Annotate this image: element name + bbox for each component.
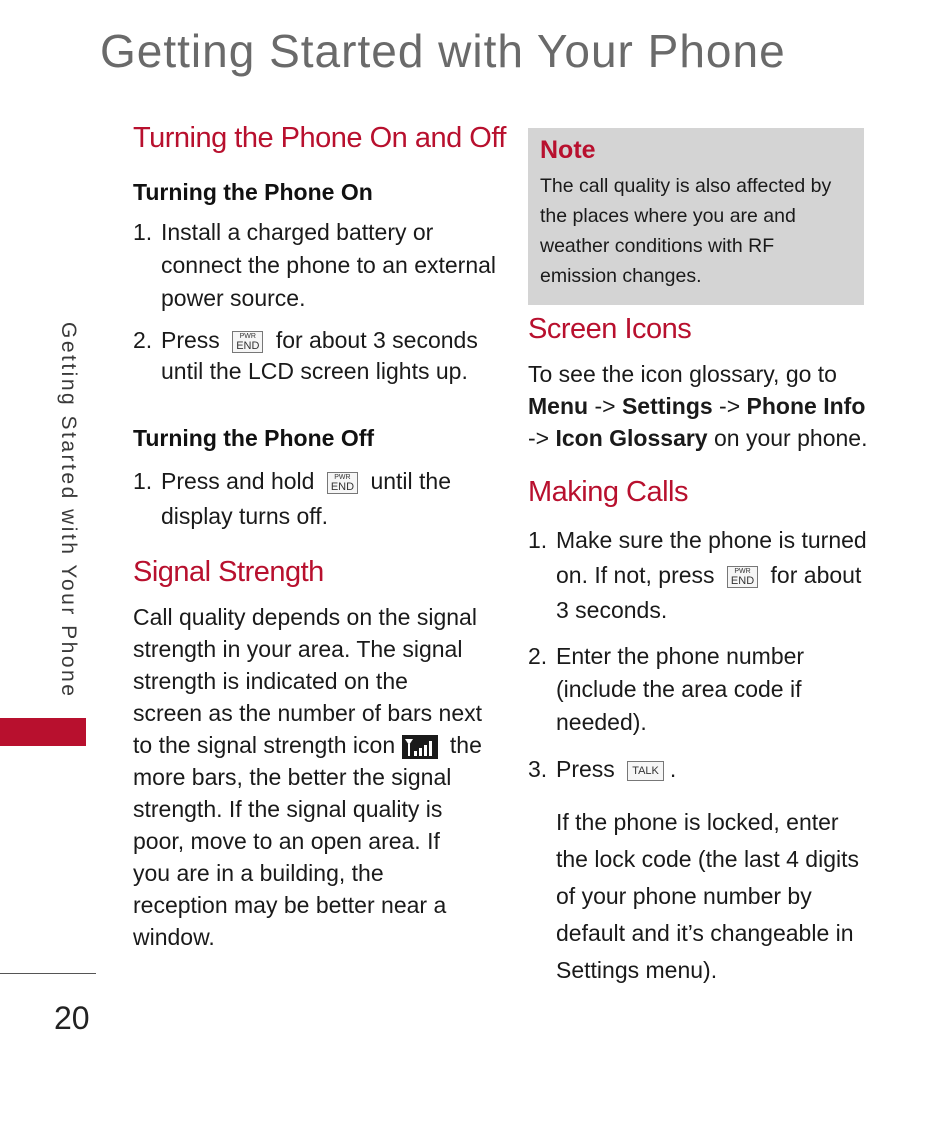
menu-path-arrow: -> xyxy=(712,393,747,419)
menu-path-phone-info: Phone Info xyxy=(746,393,866,419)
step-text-post: for about 3 seconds. xyxy=(556,562,862,623)
screen-icons-text: To see the icon glossary, go to xyxy=(528,361,837,387)
sub-heading-phone-on: Turning the Phone On xyxy=(133,179,373,205)
step-number: 2. xyxy=(528,643,548,669)
signal-text-before: Call quality depends on the signal strength in your area. The signal strength is indicated on the screen as the number of bars next to the signal strength icon xyxy=(133,604,483,758)
menu-path-settings: Settings xyxy=(621,393,713,419)
step-text-pre: Make sure the phone is turned on. If not, press xyxy=(556,527,867,588)
screen-icons-text-end: on your phone. xyxy=(707,425,868,451)
step-number: 1. xyxy=(133,219,153,245)
step-text-pre: Press xyxy=(556,756,615,782)
step-text-pre: Press xyxy=(161,327,220,353)
sub-heading-phone-off: Turning the Phone Off xyxy=(133,425,375,451)
step-text-pre: Press and hold xyxy=(161,468,315,494)
left-column xyxy=(133,122,506,953)
step-text: Install a charged battery or connect the phone to an external power source. xyxy=(161,219,497,311)
signal-text-after: the more bars, the better the signal strength. If the signal quality is poor, move to an open area. If you are in a building, the reception may be better near a window. xyxy=(133,732,482,950)
note-box xyxy=(528,128,864,305)
step-text-post: until the display turns off. xyxy=(161,468,452,529)
step-on-2 xyxy=(133,325,503,387)
step-on-1 xyxy=(133,216,503,315)
side-tab-label: Getting Started with Your Phone xyxy=(57,322,80,699)
menu-path-arrow: -> xyxy=(528,425,556,451)
right-column xyxy=(528,128,873,989)
step-number: 2. xyxy=(133,327,153,353)
step-text: Enter the phone number (include the area code if needed). xyxy=(556,643,805,735)
menu-path-menu: Menu xyxy=(528,393,589,419)
side-tab-marker xyxy=(0,718,86,746)
menu-path-arrow: -> xyxy=(588,393,622,419)
step-number: 1. xyxy=(528,527,548,553)
step-number: 3. xyxy=(528,756,548,782)
section-heading-making-calls: Making Calls xyxy=(528,476,688,508)
note-title: Note xyxy=(540,136,596,164)
pwr-end-key-icon: PWR END xyxy=(232,331,263,353)
step-text-post: for about 3 seconds until the LCD screen lights up. xyxy=(161,327,478,384)
page-title: Getting Started with Your Phone xyxy=(100,25,786,77)
section-heading-screen-icons: Screen Icons xyxy=(528,313,692,345)
page-number: 20 xyxy=(54,1000,90,1036)
signal-strength-icon xyxy=(402,735,438,759)
menu-path-icon-glossary: Icon Glossary xyxy=(555,425,708,451)
call-step-2 xyxy=(528,640,873,739)
pwr-end-key-icon: PWR END xyxy=(727,566,758,588)
screen-icons-paragraph xyxy=(528,358,873,454)
footer-rule xyxy=(0,973,96,974)
signal-paragraph xyxy=(133,601,483,953)
call-step-3 xyxy=(528,753,873,786)
note-body: The call quality is also affected by the places where you are and weather conditions with RF emission changes. xyxy=(540,175,832,287)
locked-phone-paragraph: If the phone is locked, enter the lock code (the last 4 digits of your phone number by default and it’s changeable in Settings menu). xyxy=(556,809,859,983)
talk-key-icon: TALK xyxy=(627,761,664,781)
step-number: 1. xyxy=(133,468,153,494)
section-heading-on-off: Turning the Phone On and Off xyxy=(133,122,506,154)
pwr-end-key-icon: PWR END xyxy=(327,472,358,494)
section-heading-signal: Signal Strength xyxy=(133,556,324,588)
call-step-1 xyxy=(528,523,873,628)
step-text-post: . xyxy=(669,756,677,782)
step-off-1 xyxy=(133,464,503,534)
